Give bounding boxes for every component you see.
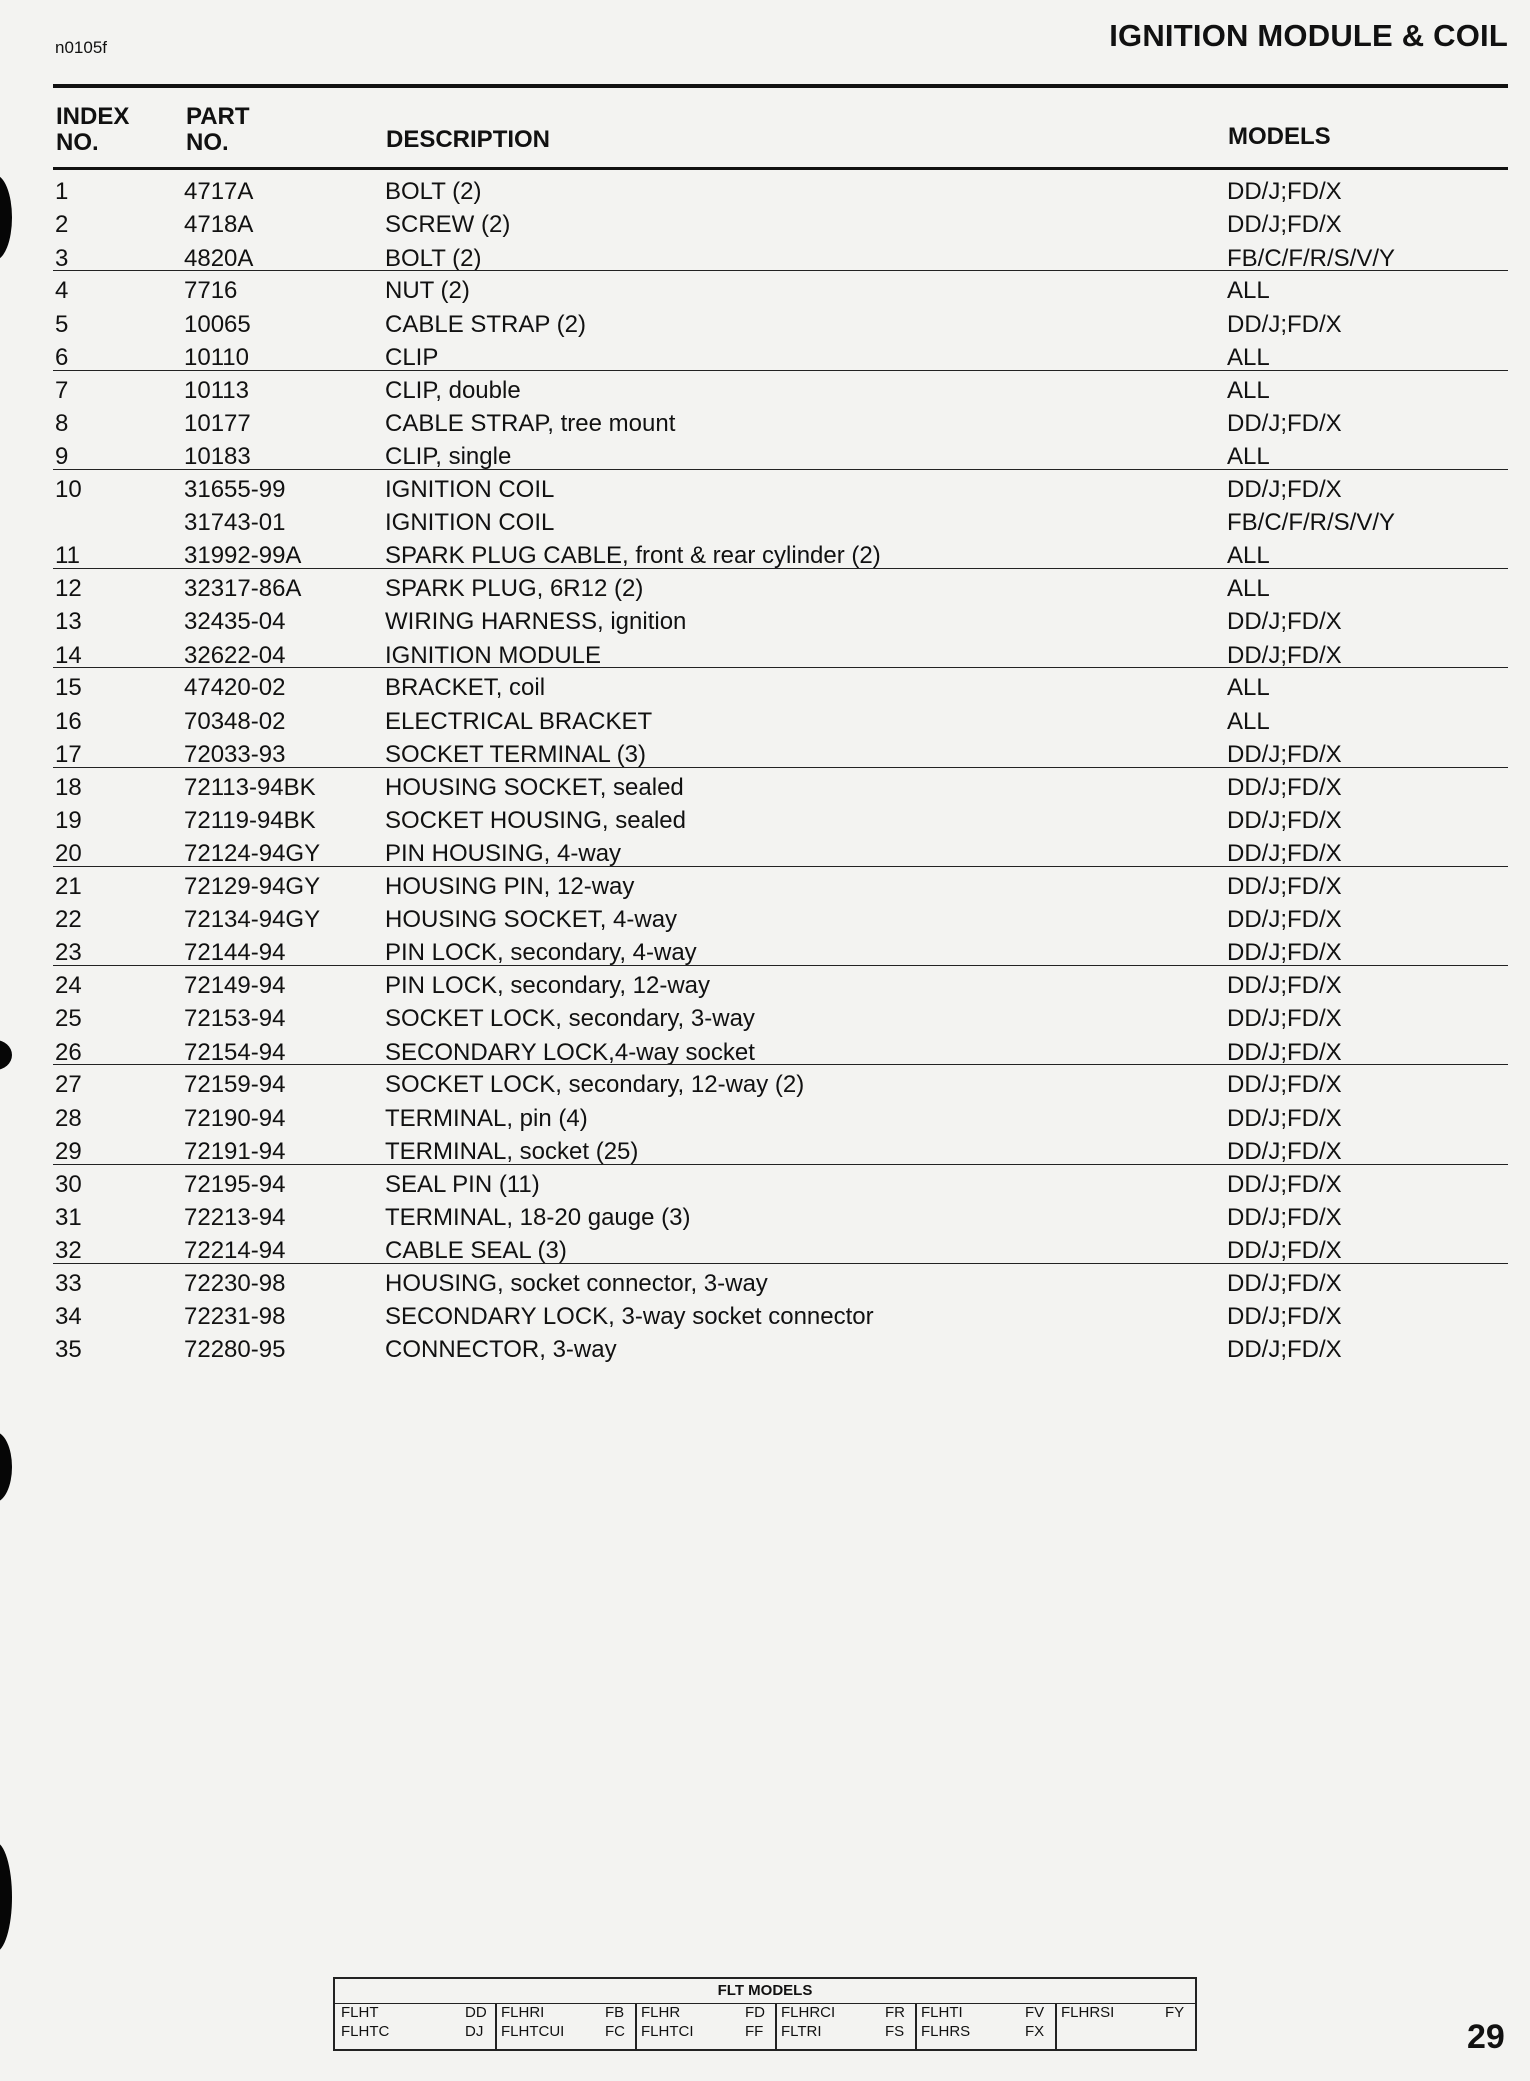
table-row — [53, 999, 1508, 1032]
models-cell: FB/C/F/R/S/V/Y — [1227, 244, 1396, 272]
models-cell: DD/J;FD/X — [1227, 409, 1342, 437]
index-cell: 6 — [55, 343, 69, 371]
flt-model-code: FS — [885, 2023, 905, 2040]
index-cell: 24 — [55, 972, 82, 999]
models-cell: ALL — [1227, 674, 1270, 702]
description-cell: CLIP, double — [385, 376, 521, 404]
table-row — [53, 1033, 1508, 1066]
table-row — [53, 965, 1508, 999]
part-number-cell: 72231-98 — [184, 1303, 286, 1330]
flt-separator — [635, 2003, 637, 2049]
flt-separator — [915, 2003, 917, 2049]
index-cell: 20 — [55, 840, 82, 867]
description-cell: HOUSING SOCKET, sealed — [385, 773, 684, 801]
index-cell: 35 — [55, 1336, 82, 1364]
models-cell: ALL — [1227, 542, 1270, 570]
index-cell: 10 — [55, 475, 82, 503]
flt-model-code: FY — [1165, 2004, 1185, 2021]
description-cell: CLIP — [385, 343, 439, 371]
models-cell: DD/J;FD/X — [1227, 1269, 1342, 1297]
part-number-cell: 4717A — [184, 178, 254, 205]
models-cell: DD/J;FD/X — [1227, 1104, 1342, 1132]
table-row — [53, 270, 1508, 304]
column-header-part: PART NO. — [186, 103, 250, 156]
description-cell: HOUSING SOCKET, 4-way — [385, 906, 678, 933]
part-number-cell: 72280-95 — [184, 1336, 286, 1364]
index-cell: 29 — [55, 1137, 82, 1165]
table-row — [53, 866, 1508, 900]
part-number-cell: 72154-94 — [184, 1038, 286, 1066]
flt-model-name: FLHT — [341, 2004, 379, 2021]
part-number-cell: 72159-94 — [184, 1071, 286, 1099]
part-number-cell: 4820A — [184, 244, 254, 272]
table-row — [53, 602, 1508, 635]
description-cell: PIN LOCK, secondary, 12-way — [385, 972, 711, 999]
models-cell: FB/C/F/R/S/V/Y — [1227, 509, 1396, 536]
models-cell: DD/J;FD/X — [1227, 310, 1342, 338]
models-cell: DD/J;FD/X — [1227, 773, 1342, 801]
table-row — [53, 636, 1508, 669]
models-cell: DD/J;FD/X — [1227, 1170, 1342, 1198]
table-row — [53, 702, 1508, 735]
description-cell: BOLT (2) — [385, 178, 482, 205]
part-number-cell: 72113-94BK — [184, 773, 316, 801]
description-cell: PIN LOCK, secondary, 4-way — [385, 939, 697, 967]
description-cell: TERMINAL, pin (4) — [385, 1104, 588, 1132]
table-row — [53, 305, 1508, 338]
table-row — [53, 1132, 1508, 1165]
models-cell: ALL — [1227, 443, 1270, 470]
models-cell: DD/J;FD/X — [1227, 840, 1342, 867]
index-cell: 8 — [55, 409, 69, 437]
part-number-cell: 72191-94 — [184, 1137, 286, 1165]
flt-model-code: FX — [1025, 2023, 1045, 2040]
part-number-cell: 72190-94 — [184, 1104, 286, 1132]
description-cell: SEAL PIN (11) — [385, 1170, 540, 1198]
table-row — [53, 338, 1508, 371]
table-row — [53, 1164, 1508, 1198]
models-cell: DD/J;FD/X — [1227, 211, 1342, 239]
description-cell: TERMINAL, 18-20 gauge (3) — [385, 1203, 691, 1231]
part-number-cell: 32622-04 — [184, 641, 286, 669]
binder-hole — [0, 1842, 12, 1952]
models-cell: DD/J;FD/X — [1227, 1237, 1342, 1264]
description-cell: PIN HOUSING, 4-way — [385, 840, 622, 867]
table-row — [53, 172, 1508, 205]
models-cell: DD/J;FD/X — [1227, 608, 1342, 636]
table-row — [53, 239, 1508, 272]
flt-model-code: FV — [1025, 2004, 1045, 2021]
description-cell: CONNECTOR, 3-way — [385, 1336, 617, 1364]
description-cell: IGNITION COIL — [385, 475, 555, 503]
description-cell: IGNITION COIL — [385, 509, 555, 536]
models-cell: DD/J;FD/X — [1227, 1336, 1342, 1364]
part-number-cell: 10177 — [184, 409, 251, 437]
index-cell: 2 — [55, 211, 69, 239]
models-cell: DD/J;FD/X — [1227, 1005, 1342, 1033]
index-cell: 27 — [55, 1071, 82, 1099]
description-cell: SPARK PLUG, 6R12 (2) — [385, 575, 644, 602]
table-row — [53, 667, 1508, 701]
flt-model-name: FLHRS — [921, 2023, 971, 2040]
part-number-cell: 31743-01 — [184, 509, 286, 536]
part-number-cell: 72230-98 — [184, 1269, 286, 1297]
part-number-cell: 70348-02 — [184, 707, 286, 735]
index-cell: 15 — [55, 674, 82, 702]
index-cell: 28 — [55, 1104, 82, 1132]
flt-model-code: FR — [885, 2004, 905, 2021]
models-cell: ALL — [1227, 575, 1270, 602]
models-cell: ALL — [1227, 277, 1270, 305]
table-row — [53, 1297, 1508, 1330]
table-row — [53, 767, 1508, 801]
index-cell: 5 — [55, 310, 69, 338]
index-cell: 25 — [55, 1005, 82, 1033]
models-cell: DD/J;FD/X — [1227, 1137, 1342, 1165]
index-cell: 19 — [55, 806, 82, 834]
part-number-cell: 72119-94BK — [184, 806, 316, 834]
part-number-cell: 31992-99A — [184, 542, 302, 570]
part-number-cell: 32435-04 — [184, 608, 286, 636]
index-cell: 18 — [55, 773, 82, 801]
part-number-cell: 72134-94GY — [184, 906, 321, 933]
binder-hole — [0, 1040, 12, 1070]
column-header-description: DESCRIPTION — [386, 126, 551, 153]
index-cell: 4 — [55, 277, 69, 305]
table-row — [53, 469, 1508, 503]
index-cell: 7 — [55, 376, 69, 404]
table-row — [53, 1198, 1508, 1231]
part-number-cell: 4718A — [184, 211, 254, 239]
part-number-cell: 72144-94 — [184, 939, 286, 967]
table-row — [53, 536, 1508, 569]
description-cell: CLIP, single — [385, 443, 512, 470]
table-row — [53, 900, 1508, 933]
table-row — [53, 1231, 1508, 1264]
table-row — [53, 834, 1508, 867]
description-cell: SOCKET TERMINAL (3) — [385, 740, 646, 768]
description-cell: SPARK PLUG CABLE, front & rear cylinder (2) — [385, 542, 881, 570]
table-row — [53, 404, 1508, 437]
models-cell: DD/J;FD/X — [1227, 1303, 1342, 1330]
flt-model-name: FLTRI — [781, 2023, 822, 2040]
table-row — [53, 370, 1508, 404]
flt-model-name: FLHTC — [341, 2023, 390, 2040]
table-row — [53, 1064, 1508, 1098]
description-cell: TERMINAL, socket (25) — [385, 1137, 639, 1165]
models-cell: ALL — [1227, 707, 1270, 735]
flt-models-title: FLT MODELS — [335, 1979, 1195, 2004]
part-number-cell: 47420-02 — [184, 674, 286, 702]
flt-model-name: FLHRI — [501, 2004, 545, 2021]
index-cell: 13 — [55, 608, 82, 636]
description-cell: HOUSING PIN, 12-way — [385, 872, 635, 900]
models-cell: DD/J;FD/X — [1227, 939, 1342, 967]
description-cell: SECONDARY LOCK,4-way socket — [385, 1038, 755, 1066]
description-cell: CABLE STRAP, tree mount — [385, 409, 676, 437]
flt-model-code: FC — [605, 2023, 625, 2040]
index-cell: 32 — [55, 1237, 82, 1264]
description-cell: CABLE STRAP (2) — [385, 310, 586, 338]
table-row — [53, 568, 1508, 602]
index-cell: 26 — [55, 1038, 82, 1066]
description-cell: SOCKET LOCK, secondary, 12-way (2) — [385, 1071, 805, 1099]
table-row — [53, 933, 1508, 966]
table-row — [53, 1330, 1508, 1363]
models-cell: ALL — [1227, 343, 1270, 371]
part-number-cell: 32317-86A — [184, 575, 302, 602]
flt-separator — [775, 2003, 777, 2049]
table-row — [53, 437, 1508, 470]
flt-model-name: FLHTCUI — [501, 2023, 565, 2040]
models-cell: ALL — [1227, 376, 1270, 404]
models-cell: DD/J;FD/X — [1227, 972, 1342, 999]
flt-model-code: DJ — [465, 2023, 484, 2040]
flt-separator — [495, 2003, 497, 2049]
models-cell: DD/J;FD/X — [1227, 806, 1342, 834]
flt-model-name: FLHRCI — [781, 2004, 836, 2021]
header-rule — [53, 167, 1508, 170]
part-number-cell: 72149-94 — [184, 972, 286, 999]
models-cell: DD/J;FD/X — [1227, 1071, 1342, 1099]
title-rule — [53, 84, 1508, 88]
table-row — [53, 503, 1508, 536]
part-number-cell: 72129-94GY — [184, 872, 321, 900]
flt-model-name: FLHTI — [921, 2004, 963, 2021]
description-cell: SECONDARY LOCK, 3-way socket connector — [385, 1303, 874, 1330]
index-cell: 23 — [55, 939, 82, 967]
table-row — [53, 735, 1508, 768]
description-cell: WIRING HARNESS, ignition — [385, 608, 687, 636]
description-cell: BOLT (2) — [385, 244, 482, 272]
description-cell: NUT (2) — [385, 277, 470, 305]
models-cell: DD/J;FD/X — [1227, 740, 1342, 768]
flt-model-code: FD — [745, 2004, 765, 2021]
index-cell: 22 — [55, 906, 82, 933]
index-cell: 17 — [55, 740, 82, 768]
table-row — [53, 1099, 1508, 1132]
index-cell: 33 — [55, 1269, 82, 1297]
description-cell: CABLE SEAL (3) — [385, 1237, 567, 1264]
part-number-cell: 10110 — [184, 343, 249, 371]
description-cell: SCREW (2) — [385, 211, 511, 239]
flt-model-name: FLHTCI — [641, 2023, 694, 2040]
index-cell: 1 — [55, 178, 69, 205]
part-number-cell: 31655-99 — [184, 475, 286, 503]
page-title: IGNITION MODULE & COIL — [1109, 18, 1508, 53]
models-cell: DD/J;FD/X — [1227, 178, 1342, 205]
index-cell: 16 — [55, 707, 82, 735]
index-cell: 9 — [55, 443, 69, 470]
description-cell: HOUSING, socket connector, 3-way — [385, 1269, 768, 1297]
flt-model-name: FLHR — [641, 2004, 681, 2021]
part-number-cell: 10183 — [184, 443, 251, 470]
models-cell: DD/J;FD/X — [1227, 1038, 1342, 1066]
part-number-cell: 72124-94GY — [184, 840, 321, 867]
index-cell: 31 — [55, 1203, 82, 1231]
part-number-cell: 72033-93 — [184, 740, 286, 768]
flt-separator — [1055, 2003, 1057, 2049]
index-cell: 21 — [55, 872, 82, 900]
flt-model-code: FB — [605, 2004, 625, 2021]
description-cell: SOCKET LOCK, secondary, 3-way — [385, 1005, 755, 1033]
models-cell: DD/J;FD/X — [1227, 475, 1342, 503]
description-cell: SOCKET HOUSING, sealed — [385, 806, 686, 834]
models-cell: DD/J;FD/X — [1227, 1203, 1342, 1231]
index-cell: 3 — [55, 244, 69, 272]
flt-model-name: FLHRSI — [1061, 2004, 1115, 2021]
page-number: 29 — [1467, 2018, 1505, 2056]
description-cell: IGNITION MODULE — [385, 641, 602, 669]
column-header-index: INDEX NO. — [56, 103, 130, 156]
part-number-cell: 72195-94 — [184, 1170, 286, 1198]
index-cell: 12 — [55, 575, 82, 602]
description-cell: BRACKET, coil — [385, 674, 546, 702]
column-header-models: MODELS — [1228, 123, 1331, 150]
parts-table — [53, 172, 1508, 1364]
models-cell: DD/J;FD/X — [1227, 906, 1342, 933]
models-cell: DD/J;FD/X — [1227, 641, 1342, 669]
part-number-cell: 72214-94 — [184, 1237, 286, 1264]
part-number-cell: 72213-94 — [184, 1203, 286, 1231]
index-cell: 14 — [55, 641, 82, 669]
flt-model-code: DD — [465, 2004, 487, 2021]
flt-model-code: FF — [745, 2023, 764, 2040]
table-row — [53, 205, 1508, 238]
binder-hole — [0, 175, 12, 260]
index-cell: 30 — [55, 1170, 82, 1198]
table-row — [53, 1263, 1508, 1297]
part-number-cell: 7716 — [184, 277, 238, 305]
document-code: n0105f — [55, 38, 107, 57]
index-cell: 34 — [55, 1303, 82, 1330]
models-cell: DD/J;FD/X — [1227, 872, 1342, 900]
description-cell: ELECTRICAL BRACKET — [385, 707, 653, 735]
index-cell: 11 — [55, 542, 80, 570]
part-number-cell: 72153-94 — [184, 1005, 286, 1033]
table-row — [53, 801, 1508, 834]
flt-models-legend — [333, 1977, 1197, 2051]
part-number-cell: 10113 — [184, 376, 249, 404]
binder-hole — [0, 1432, 12, 1502]
part-number-cell: 10065 — [184, 310, 251, 338]
